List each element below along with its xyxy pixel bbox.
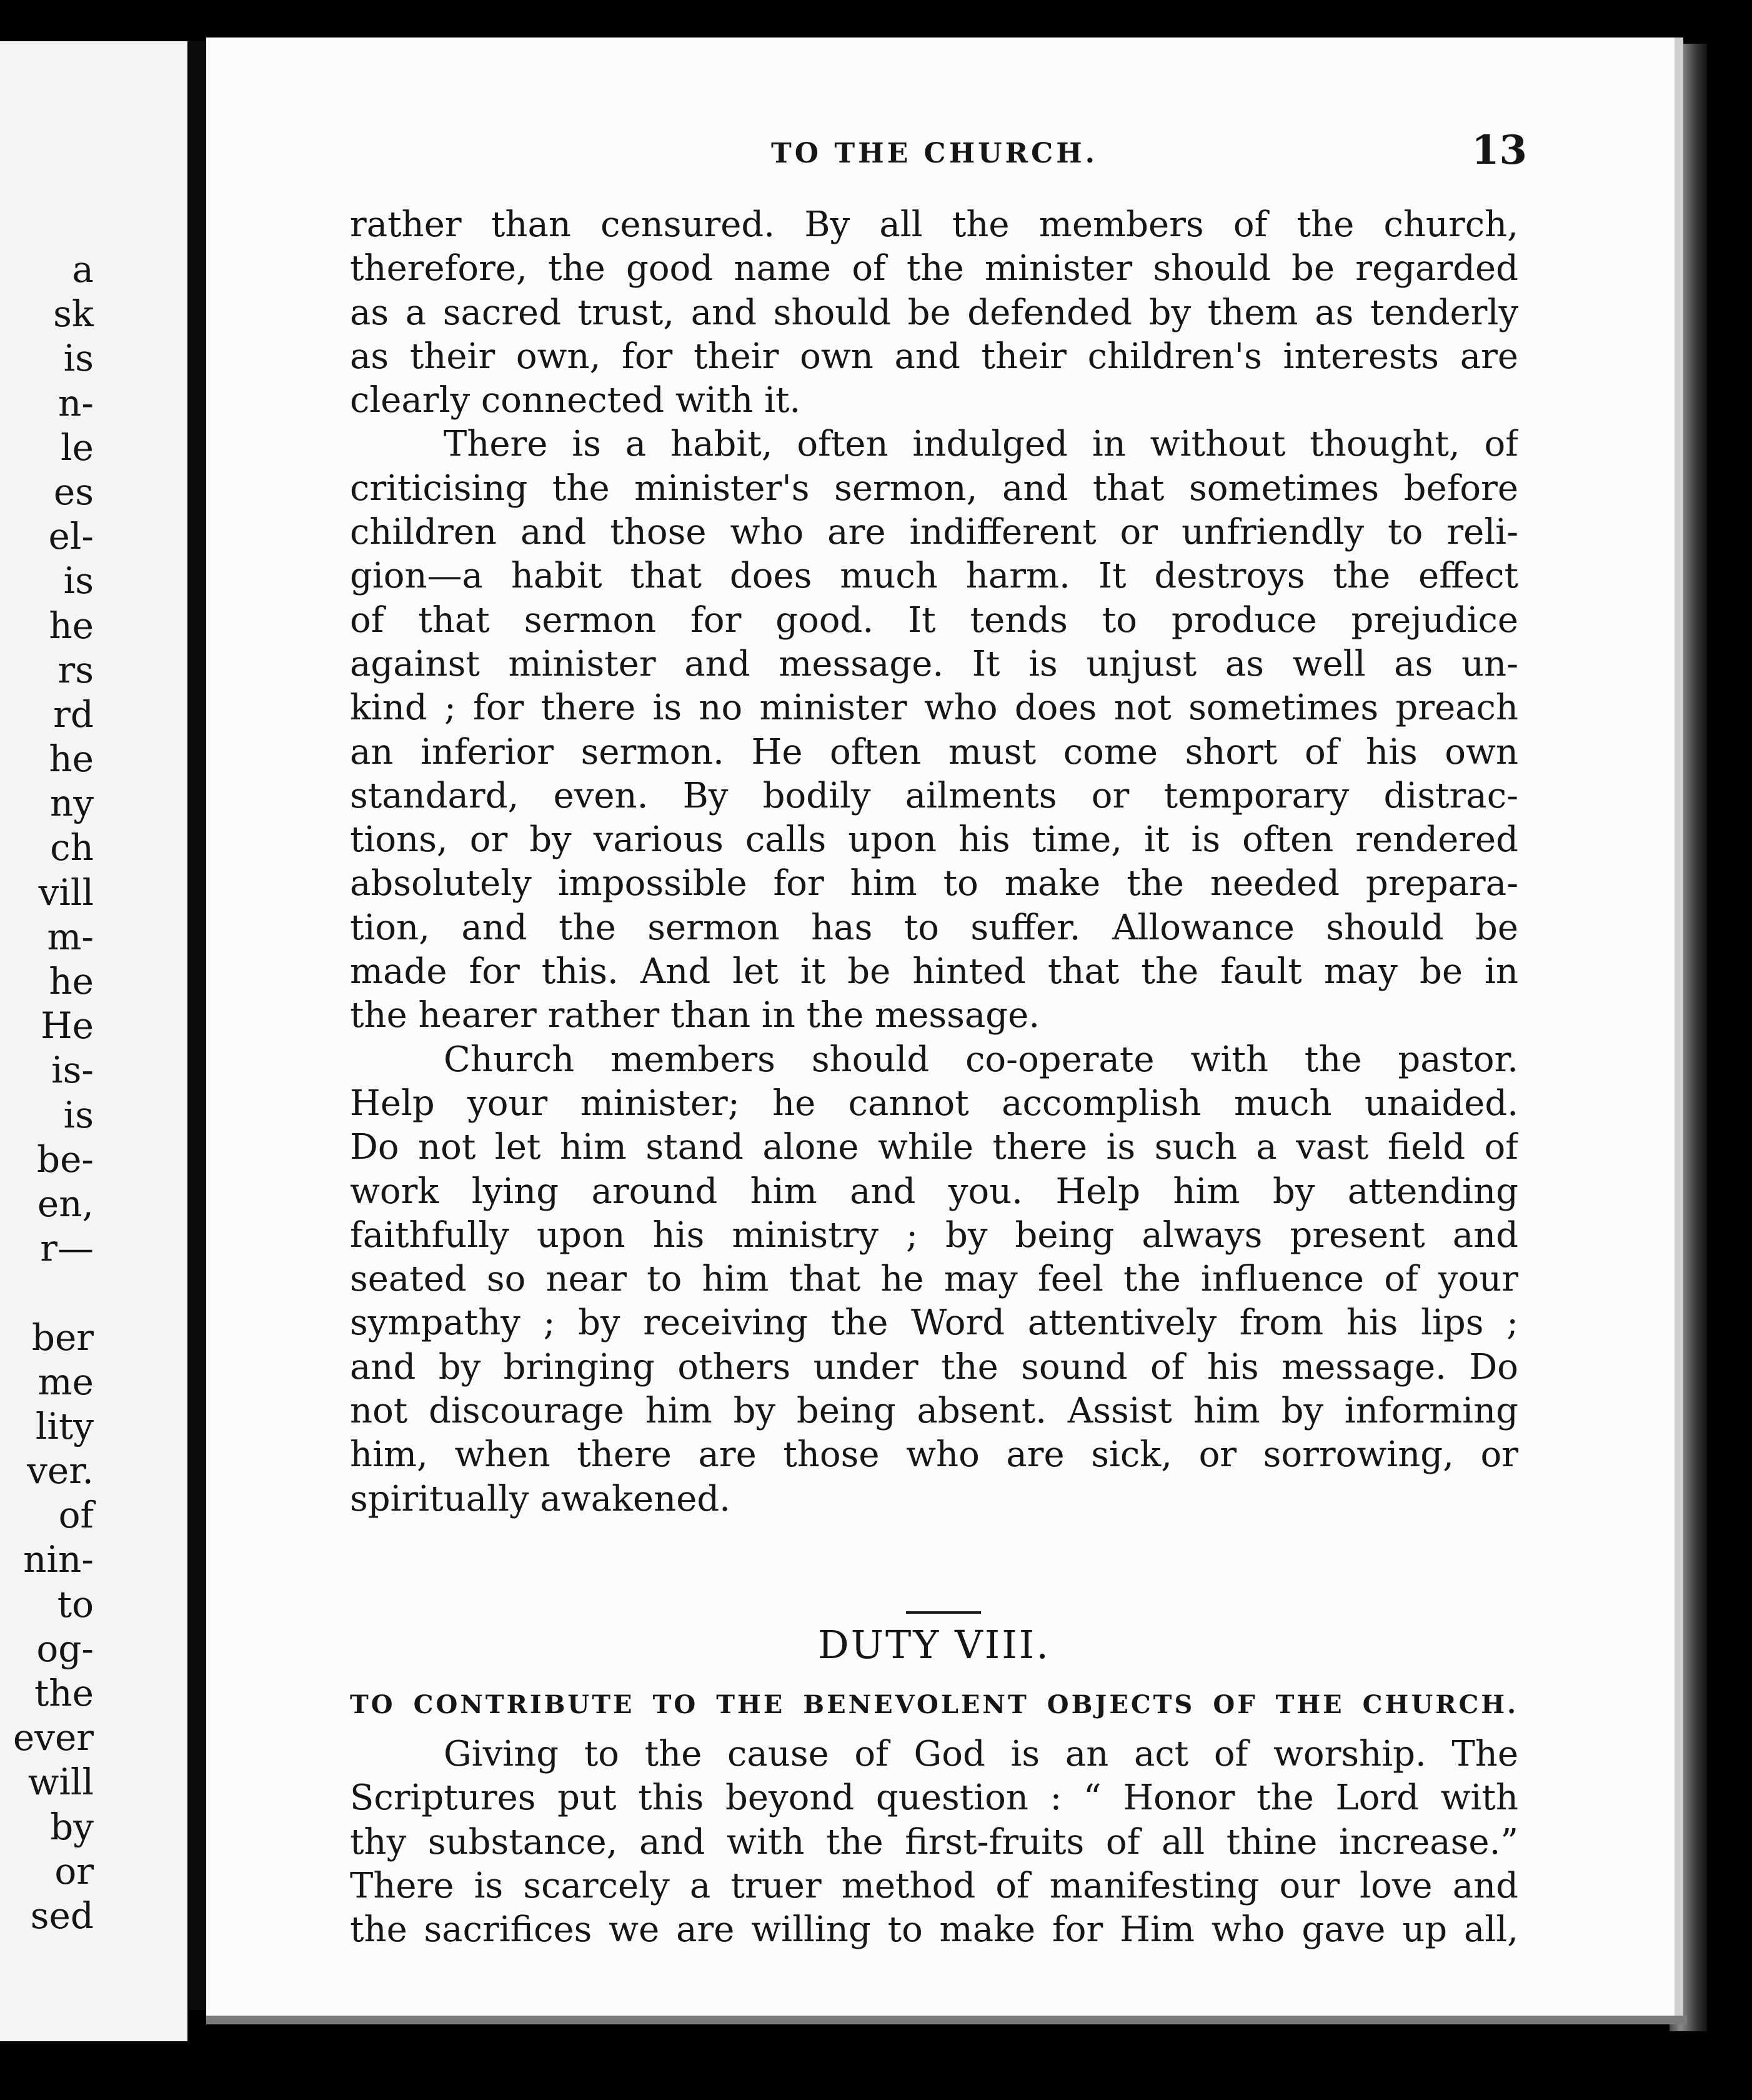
right-page [206, 38, 1683, 2019]
left-page-line: n- [58, 381, 94, 424]
text-line: Do not let him stand alone while there is such a vast field of [350, 1127, 1518, 1168]
text-line: Scriptures put this beyond question : “ Honor the Lord with [350, 1778, 1518, 1819]
left-page-line: he [49, 738, 94, 781]
left-page-line: is [63, 337, 94, 380]
left-page-line: ber [31, 1316, 94, 1359]
left-page-line: ver. [27, 1449, 94, 1492]
left-page-line: of [58, 1494, 94, 1537]
left-page-line: rs [57, 648, 94, 691]
text-line: clearly connected with it. [350, 380, 801, 421]
text-line: tion, and the sermon has to suffer. Allowance should be [350, 907, 1518, 948]
left-page-line: r— [40, 1227, 94, 1270]
text-line: therefore, the good name of the minister should be regarded [350, 248, 1518, 289]
text-line: and by bringing others under the sound of his message. Do [350, 1346, 1518, 1388]
text-line: gion—a habit that does much harm. It destroys the effect [350, 556, 1518, 597]
text-line: kind ; for there is no minister who does not sometimes preach [350, 688, 1518, 729]
left-page-line: He [41, 1004, 94, 1048]
text-line: criticising the minister's sermon, and that sometimes before [350, 468, 1518, 509]
left-page-line: me [37, 1360, 94, 1403]
left-page-line: m- [47, 915, 94, 958]
text-line: work lying around him and you. Help him by attending [350, 1171, 1518, 1212]
left-page-line: he [49, 604, 94, 647]
body-text-after-heading [350, 1732, 1518, 1952]
text-line: faithfully upon his ministry ; by being always present and [350, 1214, 1518, 1256]
text-line: There is scarcely a truer method of manifesting our love and [350, 1865, 1518, 1906]
left-page-line [0, 1271, 94, 1315]
text-line: sympathy ; by receiving the Word attentively from his lips ; [350, 1302, 1518, 1344]
text-line: rather than censured. By all the members of the church, [350, 204, 1518, 245]
left-page-line: el- [48, 515, 94, 558]
book-gutter [189, 41, 206, 2010]
text-line: as their own, for their own and their children's interests are [350, 336, 1518, 377]
left-page-line: rd [53, 692, 94, 736]
left-page-line: en, [37, 1182, 94, 1225]
left-page-line: the [34, 1672, 94, 1714]
left-page-line: be- [36, 1138, 94, 1181]
left-page-line: he [49, 960, 94, 1002]
left-page-line: ch [50, 826, 94, 869]
left-page-line: sed [30, 1894, 94, 1937]
text-line: Help your minister; he cannot accomplish much unaided. [350, 1082, 1518, 1124]
text-line: tions, or by various calls upon his time, it is often rendered [350, 819, 1518, 861]
left-page-line: will [27, 1761, 94, 1804]
page-bottom-edge [206, 2016, 1687, 2024]
left-page-line: to [57, 1582, 94, 1626]
text-line: made for this. And let it be hinted that the fault may be in [350, 951, 1518, 992]
text-line: the hearer rather than in the message. [350, 995, 1040, 1036]
left-page-fragment [0, 41, 187, 2041]
left-page-line: nin- [23, 1538, 94, 1581]
text-line: absolutely impossible for him to make the needed prepara- [350, 863, 1518, 904]
left-page-line: le [61, 426, 94, 469]
running-head: TO THE CHURCH. [771, 138, 1098, 169]
left-page-line: lity [35, 1404, 94, 1448]
left-page-line: a [72, 248, 94, 291]
text-line: against minister and message. It is unjust as well as un- [350, 643, 1518, 684]
text-line: Giving to the cause of God is an act of worship. The [444, 1734, 1518, 1774]
text-line: There is a habit, often indulged in without thought, of [444, 424, 1518, 465]
text-line: an inferior sermon. He often must come short of his own [350, 731, 1518, 772]
body-text-before-heading [350, 203, 1518, 1521]
section-subtitle: TO CONTRIBUTE TO THE BENEVOLENT OBJECTS OF THE CHURCH. [350, 1690, 1518, 1719]
text-line: standard, even. By bodily ailments or temporary distrac- [350, 775, 1518, 816]
left-page-line: og- [36, 1627, 94, 1670]
section-divider [906, 1611, 981, 1614]
left-page-line: ever [12, 1716, 94, 1759]
left-page-line: es [53, 470, 94, 513]
page-number: 13 [1471, 127, 1528, 174]
section-title: DUTY VIII. [818, 1622, 1050, 1668]
text-line: as a sacred trust, and should be defended by them as tenderly [350, 292, 1518, 333]
left-page-line: or [54, 1849, 94, 1892]
text-line: of that sermon for good. It tends to produce prejudice [350, 599, 1518, 641]
left-page-line: by [50, 1805, 94, 1848]
text-line: Church members should co-operate with the pastor. [444, 1039, 1518, 1080]
text-line: seated so near to him that he may feel the influence of your [350, 1259, 1518, 1300]
left-page-text [0, 248, 94, 1938]
text-line: him, when there are those who are sick, or sorrowing, or [350, 1434, 1518, 1476]
text-line: the sacrifices we are willing to make for Him who gave up all, [350, 1909, 1518, 1951]
left-page-line: is [63, 559, 94, 602]
text-line: not discourage him by being absent. Assist him by informing [350, 1391, 1518, 1432]
text-line: spiritually awakened. [350, 1478, 731, 1519]
left-page-line: is [63, 1093, 94, 1136]
left-page-line: sk [53, 292, 94, 336]
left-page-line: is- [51, 1049, 94, 1092]
text-line: children and those who are indifferent or unfriendly to reli- [350, 512, 1518, 553]
left-page-line: vill [38, 871, 94, 914]
left-page-line: ny [49, 782, 94, 825]
text-line: thy substance, and with the first-fruits of all thine increase.” [350, 1821, 1518, 1862]
